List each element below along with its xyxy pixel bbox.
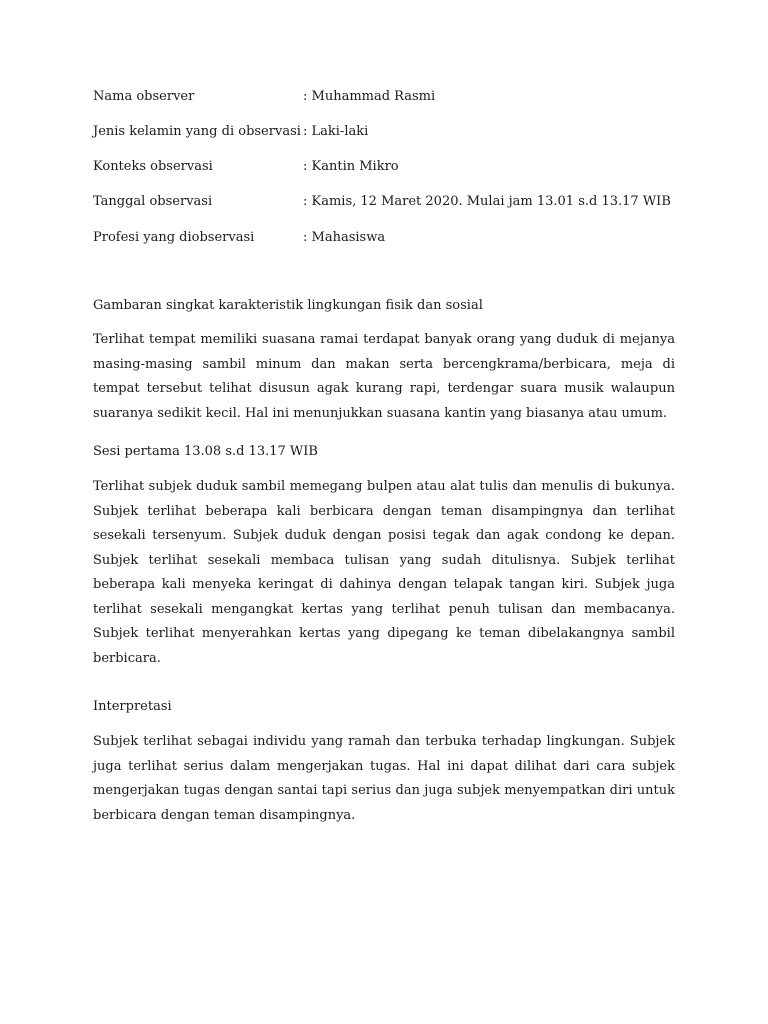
observed-profession-value: : Mahasiswa [303,230,386,245]
environment-paragraph: Terlihat tempat memiliki suasana ramai terdapat banyak orang yang duduk di mejanya masing-masing sambil minum dan makan serta bercengkrama/berbicara, meja di tempat tersebut telihat disusun agak kurang rapi, terdengar suara musik walaupun suaranya sedikit kecil. Hal ini menunjukkan suasana kantin yang biasanya atau umum. [93,332,675,421]
observer-name-value: : Muhammad Rasmi [303,89,436,104]
observation-context-value: : Kantin Mikro [303,159,399,174]
observed-gender-label: Jenis kelamin yang di observasi [93,124,301,139]
observation-date-value: : Kamis, 12 Maret 2020. Mulai jam 13.01 s.d 13.17 WIB [303,194,671,209]
interpretation-heading: Interpretasi [93,699,172,714]
interpretation-paragraph: Subjek terlihat sebagai individu yang ramah dan terbuka terhadap lingkungan. Subjek juga terlihat serius dalam mengerjakan tugas. Hal ini dapat dilihat dari cara subjek mengerjakan tugas dengan santai tapi serius dan juga subjek menyempatkan diri untuk berbicara dengan teman disampingnya. [93,734,675,823]
observed-gender-value: : Laki-laki [303,124,369,139]
session-heading: Sesi pertama 13.08 s.d 13.17 WIB [93,444,318,459]
observation-date-label: Tanggal observasi [93,194,213,209]
environment-heading: Gambaran singkat karakteristik lingkungan fisik dan sosial [93,298,483,313]
observer-name-label: Nama observer [93,89,195,104]
session-paragraph: Terlihat subjek duduk sambil memegang bulpen atau alat tulis dan menulis di bukunya. Subjek terlihat beberapa kali berbicara dengan teman disampingnya dan terlihat sesekali tersenyum. Subjek duduk dengan posisi tegak dan agak condong ke depan. Subjek terlihat sesekali membaca tulisan yang sudah ditulisnya. Subjek terlihat beberapa kali menyeka keringat di dahinya dengan telapak tangan kiri. Subjek juga terlihat sesekali mengangkat kertas yang terlihat penuh tulisan dan membacanya. Subjek terlihat menyerahkan kertas yang dipegang ke teman dibelakangnya sambil berbicara. [93,479,675,666]
observation-context-label: Konteks observasi [93,159,213,174]
observed-profession-label: Profesi yang diobservasi [93,230,255,245]
